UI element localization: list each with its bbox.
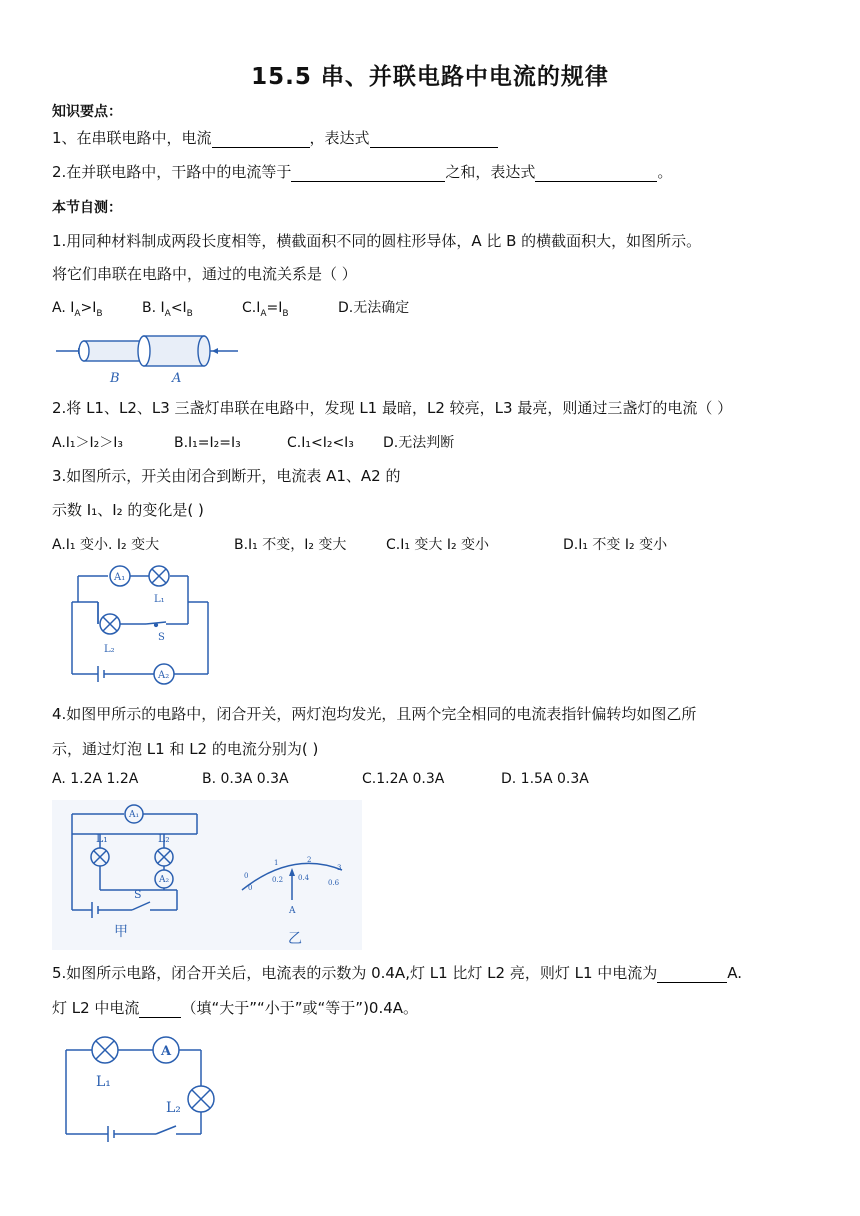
svg-text:A₂: A₂: [158, 670, 170, 681]
q4-figure-circuit-and-meter: [52, 800, 362, 954]
svg-text:L₁: L₁: [96, 832, 108, 845]
q5-text-a: 5.如图所示电路，闭合开关后，电流表的示数为 0.4A,灯 L1 比灯 L2 亮，则灯 L1 中电流为: [52, 964, 658, 982]
svg-text:L₂: L₂: [166, 1100, 181, 1116]
k1-text-b: ，表达式: [309, 129, 370, 147]
q5-blank-2[interactable]: [139, 1001, 181, 1018]
svg-text:L₂: L₂: [158, 832, 170, 845]
q2-option-a[interactable]: A.I₁＞I₂＞I₃: [52, 435, 124, 451]
switch-icon: [156, 1126, 176, 1134]
q4-option-d[interactable]: D. 1.5A 0.3A: [501, 771, 589, 787]
q2-option-b[interactable]: B.I₁=I₂=I₃: [174, 435, 241, 451]
q3-option-c[interactable]: C.I₁ 变大 I₂ 变小: [386, 537, 490, 553]
q4-stem-line2: 示，通过灯泡 L1 和 L2 的电流分别为( ): [52, 740, 319, 758]
q1-stem-line1: 1.用同种材料制成两段长度相等，横截面积不同的圆柱形导体，A 比 B 的横截面积大，如图所示。: [52, 232, 702, 250]
svg-text:S: S: [134, 888, 142, 901]
q1-option-d[interactable]: D.无法确定: [338, 300, 410, 316]
q1-options: [52, 297, 409, 319]
self-test-heading: 本节自测：: [52, 200, 122, 216]
page-title: 15.5 串、并联电路中电流的规律: [251, 64, 609, 90]
k2-text-a: 2.在并联电路中，干路中的电流等于: [52, 163, 292, 181]
svg-text:L₂: L₂: [104, 644, 115, 655]
svg-text:A₁: A₁: [129, 810, 140, 820]
q5-text-c: 灯 L2 中电流: [52, 999, 140, 1017]
svg-text:A₁: A₁: [114, 572, 126, 583]
svg-text:A: A: [161, 1044, 172, 1059]
label-a: A: [172, 371, 182, 386]
q5-figure-circuit: [58, 1030, 228, 1149]
q5-blank-1[interactable]: [657, 966, 727, 983]
q1-stem-line2: 将它们串联在电路中，通过的电流关系是（ ）: [52, 265, 357, 283]
q5-stem-line2: [52, 997, 418, 1018]
q5-text-b: A.: [727, 964, 743, 982]
q1-figure-conductors: [52, 328, 242, 392]
knowledge-point-2: [52, 161, 672, 182]
q2-option-d[interactable]: D.无法判断: [383, 435, 455, 451]
k2-text-b: 之和，表达式: [445, 163, 536, 181]
q5-stem-line1: [52, 962, 742, 983]
q1-option-c[interactable]: $C.I_A=I_B$: [242, 300, 289, 319]
svg-text:乙: 乙: [288, 931, 302, 947]
svg-text:L₁: L₁: [154, 594, 165, 605]
q4-option-c[interactable]: C.1.2A 0.3A: [362, 771, 445, 787]
svg-text:A₂: A₂: [159, 875, 170, 885]
svg-text:0: 0: [248, 884, 253, 892]
svg-text:L₁: L₁: [96, 1074, 111, 1090]
svg-text:0.6: 0.6: [328, 879, 340, 887]
q4-option-b[interactable]: B. 0.3A 0.3A: [202, 771, 289, 787]
svg-text:0.2: 0.2: [272, 876, 284, 884]
q2-stem: 2.将 L1、L2、L3 三盏灯串联在电路中，发现 L1 最暗，L2 较亮，L3 最亮，则通过三盏灯的电流（ ）: [52, 399, 733, 417]
knowledge-point-1: [52, 127, 498, 148]
label-b: B: [110, 371, 120, 386]
q3-stem-line2: 示数 I₁、I₂ 的变化是( ): [52, 501, 204, 519]
q3-figure-circuit: [58, 562, 218, 696]
svg-text:2: 2: [307, 856, 312, 864]
q3-options: [52, 534, 667, 554]
q3-stem-line1: 3.如图所示，开关由闭合到断开，电流表 A1、A2 的: [52, 467, 401, 485]
knowledge-heading: 知识要点：: [52, 104, 122, 120]
k2-blank-2[interactable]: [535, 165, 657, 182]
svg-text:A: A: [289, 906, 296, 916]
svg-text:1: 1: [274, 859, 279, 867]
k2-text-c: 。: [657, 163, 673, 181]
k1-blank-1[interactable]: [212, 131, 310, 148]
q4-option-a[interactable]: A. 1.2A 1.2A: [52, 771, 139, 787]
svg-text:S: S: [158, 632, 165, 643]
q3-option-a[interactable]: A.I₁ 变小. I₂ 变大: [52, 537, 160, 553]
k1-blank-2[interactable]: [370, 131, 498, 148]
svg-text:0: 0: [244, 872, 249, 880]
q1-option-a[interactable]: A. $I_A>I_B$: [52, 300, 103, 319]
q4-options: [52, 771, 589, 787]
svg-text:0.4: 0.4: [298, 874, 310, 882]
k2-blank-1[interactable]: [291, 165, 445, 182]
svg-text:3: 3: [337, 864, 342, 872]
q2-option-c[interactable]: C.I₁<I₂<I₃: [287, 435, 354, 451]
q5-text-d: （填“大于”“小于”或“等于”)0.4A。: [181, 999, 419, 1017]
q1-option-b[interactable]: B. $I_A<I_B$: [142, 300, 193, 319]
svg-text:甲: 甲: [114, 924, 128, 940]
q3-option-d[interactable]: D.I₁ 不变 I₂ 变小: [563, 537, 668, 553]
q2-options: [52, 432, 454, 452]
q3-option-b[interactable]: B.I₁ 不变，I₂ 变大: [234, 537, 347, 553]
k1-text-a: 1、在串联电路中，电流: [52, 129, 212, 147]
q4-stem-line1: 4.如图甲所示的电路中，闭合开关，两灯泡均发光，且两个完全相同的电流表指针偏转均如图乙所: [52, 705, 697, 723]
